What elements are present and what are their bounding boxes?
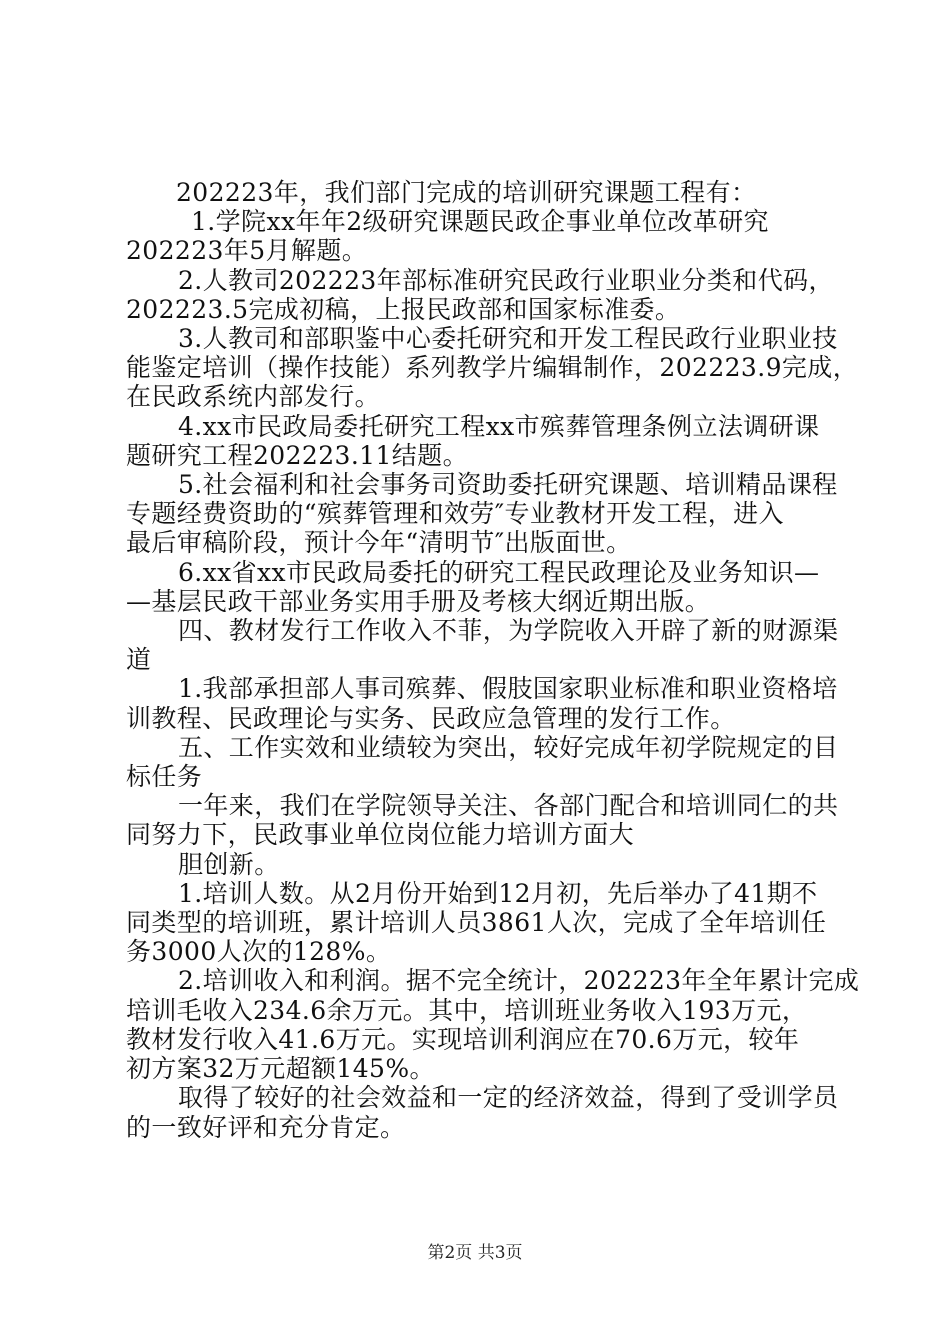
paragraph-line: 1.我部承担部人事司殡葬、假肢国家职业标准和职业资格培 bbox=[178, 674, 838, 704]
paragraph-line: 202223.5完成初稿，上报民政部和国家标准委。 bbox=[126, 294, 681, 324]
paragraph-line: —基层民政干部业务实用手册及考核大纲近期出版。 bbox=[126, 586, 711, 616]
paragraph-line: 最后审稿阶段，预计今年“清明节″出版面世。 bbox=[126, 528, 632, 558]
paragraph-line: 教材发行收入41.6万元。实现培训利润应在70.6万元，较年 bbox=[126, 1024, 800, 1054]
section-heading-line: 五、工作实效和业绩较为突出，较好完成年初学院规定的目 bbox=[178, 732, 839, 762]
paragraph-line: 3.人教司和部职鉴中心委托研究和开发工程民政行业职业技 bbox=[178, 324, 838, 354]
paragraph-line: 1.培训人数。从2月份开始到12月初，先后举办了41期不 bbox=[178, 878, 818, 908]
paragraph-line: 训教程、民政理论与实务、民政应急管理的发行工作。 bbox=[126, 703, 736, 733]
paragraph-line: 6.xx省xx市民政局委托的研究工程民政理论及业务知识— bbox=[178, 557, 820, 587]
paragraph-line: 题研究工程202223.11结题。 bbox=[126, 440, 468, 470]
paragraph-line: 胆创新。 bbox=[178, 849, 280, 879]
paragraph-line: 同努力下，民政事业单位岗位能力培训方面大 bbox=[126, 820, 635, 850]
paragraph-line: 2.人教司202223年部标准研究民政行业职业分类和代码， bbox=[178, 265, 834, 295]
paragraph-line: 的一致好评和充分肯定。 bbox=[126, 1112, 406, 1142]
page-number-footer: 第2页 共3页 bbox=[427, 1243, 523, 1263]
paragraph-line: 2.培训收入和利润。据不完全统计，202223年全年累计完成 bbox=[178, 966, 860, 996]
section-heading-line: 道 bbox=[126, 645, 152, 675]
paragraph-line: 务3000人次的128%。 bbox=[126, 937, 392, 967]
paragraph-line: 5.社会福利和社会事务司资助委托研究课题、培训精品课程 bbox=[178, 470, 838, 500]
paragraph-line: 在民政系统内部发行。 bbox=[126, 382, 381, 412]
paragraph-line: 取得了较好的社会效益和一定的经济效益，得到了受训学员 bbox=[178, 1083, 839, 1113]
paragraph-line: 一年来，我们在学院领导关注、各部门配合和培训同仁的共 bbox=[178, 791, 839, 821]
paragraph-line: 初方案32万元超额145%。 bbox=[126, 1054, 435, 1084]
section-heading-line: 标任务 bbox=[126, 762, 203, 792]
paragraph-line: 能鉴定培训（操作技能）系列教学片编辑制作，202223.9完成， bbox=[126, 353, 859, 383]
paragraph-line: 1.学院xx年年2级研究课题民政企事业单位改革研究 bbox=[191, 207, 769, 237]
paragraph-line: 4.xx市民政局委托研究工程xx市殡葬管理条例立法调研课 bbox=[178, 411, 820, 441]
paragraph-line: 培训毛收入234.6余万元。其中，培训班业务收入193万元， bbox=[126, 995, 808, 1025]
document-body bbox=[126, 178, 860, 1142]
paragraph-line: 202223年5月解题。 bbox=[126, 236, 368, 266]
paragraph-line: 专题经费资助的“殡葬管理和效劳″专业教材开发工程，进入 bbox=[126, 499, 784, 529]
section-heading-line: 四、教材发行工作收入不菲，为学院收入开辟了新的财源渠 bbox=[178, 616, 839, 646]
paragraph-line: 202223年，我们部门完成的培训研究课题工程有： bbox=[176, 178, 757, 207]
paragraph-line: 同类型的培训班，累计培训人员3861人次，完成了全年培训任 bbox=[126, 908, 827, 938]
